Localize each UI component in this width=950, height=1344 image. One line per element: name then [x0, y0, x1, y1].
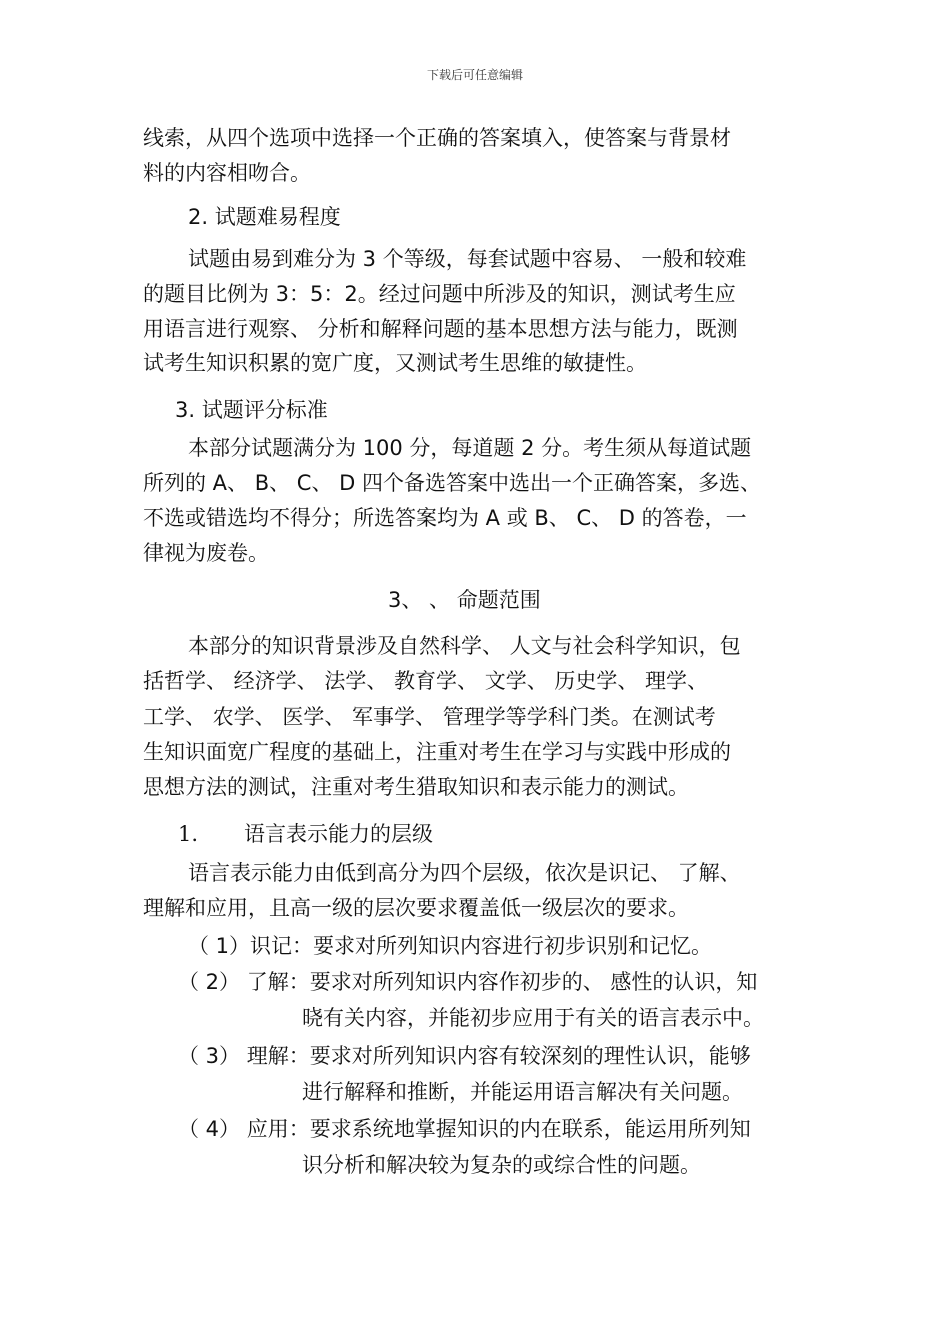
section-heading: 3. 试题评分标准	[175, 398, 328, 422]
list-item: （ 2） 了解：要求对所列知识内容作初步的、 感性的认识，知	[178, 970, 758, 994]
text-line: 试题由易到难分为 3 个等级，每套试题中容易、 一般和较难	[188, 247, 747, 271]
text-line: 线索，从四个选项中选择一个正确的答案填入，使答案与背景材	[143, 126, 731, 150]
text-line: 料的内容相吻合。	[143, 161, 311, 185]
section-heading: 语言表示能力的层级	[244, 822, 433, 846]
text-line: 所列的 A、 B、 C、 D 四个备选答案中选出一个正确答案，多选、	[143, 471, 761, 495]
text-line: 律视为废卷。	[143, 541, 269, 565]
text-line: 试考生知识积累的宽广度，又测试考生思维的敏捷性。	[143, 351, 647, 375]
page-header-note: 下载后可任意编辑	[426, 68, 523, 82]
list-item: （ 4） 应用：要求系统地掌握知识的内在联系，能运用所列知	[178, 1117, 751, 1141]
list-item-continuation: 进行解释和推断，并能运用语言解决有关问题。	[302, 1080, 743, 1104]
list-item: （ 3） 理解：要求对所列知识内容有较深刻的理性认识，能够	[178, 1044, 751, 1068]
text-line: 理解和应用，且高一级的层次要求覆盖低一级层次的要求。	[143, 896, 689, 920]
text-line: 不选或错选均不得分；所选答案均为 A 或 B、 C、 D 的答卷，一	[143, 506, 747, 530]
text-line: 思想方法的测试，注重对考生猎取知识和表示能力的测试。	[143, 775, 689, 799]
text-line: 括哲学、 经济学、 法学、 教育学、 文学、 历史学、 理学、	[143, 669, 709, 693]
text-line: 生知识面宽广程度的基础上，注重对考生在学习与实践中形成的	[143, 740, 731, 764]
text-line: 的题目比例为 3：5：2。经过问题中所涉及的知识，测试考生应	[143, 282, 736, 306]
text-line: 用语言进行观察、 分析和解释问题的基本思想方法与能力，既测	[143, 317, 738, 341]
list-item-continuation: 晓有关内容，并能初步应用于有关的语言表示中。	[302, 1006, 764, 1030]
section-heading: 3、 、 命题范围	[388, 588, 541, 612]
list-item-continuation: 识分析和解决较为复杂的或综合性的问题。	[302, 1153, 701, 1177]
text-line: 工学、 农学、 医学、 军事学、 管理学等学科门类。在测试考	[143, 705, 716, 729]
list-item: （ 1）识记：要求对所列知识内容进行初步识别和记忆。	[188, 934, 713, 958]
section-heading: 2. 试题难易程度	[188, 205, 341, 229]
text-line: 本部分的知识背景涉及自然科学、 人文与社会科学知识，包	[188, 634, 741, 658]
text-line: 语言表示能力由低到高分为四个层级，依次是识记、 了解、	[188, 861, 741, 885]
section-heading-number: 1.	[178, 822, 199, 846]
text-line: 本部分试题满分为 100 分，每道题 2 分。考生须从每道试题	[188, 436, 752, 460]
